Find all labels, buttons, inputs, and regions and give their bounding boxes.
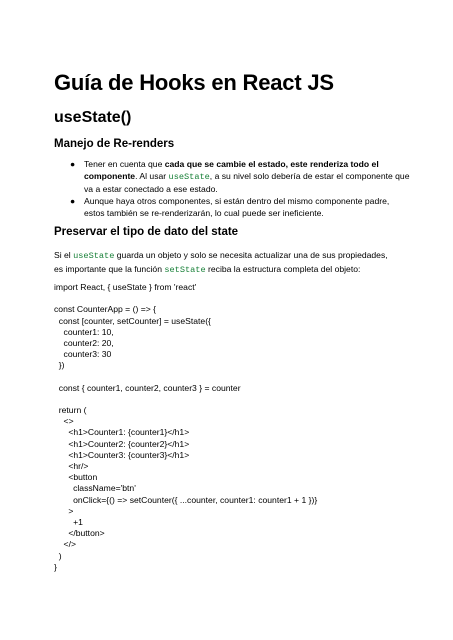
code-line [54,372,317,383]
code-line: <button [54,472,98,483]
list-item [70,158,410,195]
code-line: import React, { useState } from 'react' [54,282,197,292]
code-line: const [counter, setCounter] = useState({ [54,315,211,326]
code-line: const CounterApp = () => { [54,304,156,315]
document-title: Guía de Hooks en React JS [54,70,334,95]
code-line: counter3: 30 [54,349,112,360]
inline-code: useState [168,172,210,182]
code-line: <h1>Counter2: {counter2}</h1> [54,438,190,449]
paragraph-text: reciba la estructura completa del objeto: [205,264,361,274]
subsection-title-data-type: Preservar el tipo de dato del state [54,226,239,238]
code-line: </button> [54,528,105,539]
code-line: className='btn' [54,483,136,494]
code-line: ) [54,550,62,561]
list-item [70,195,410,219]
code-line: onClick={() => setCounter({ ...counter, counter1: counter1 + 1 })} [54,494,318,505]
code-line: counter2: 20, [54,337,114,348]
section-title: useState() [54,109,132,126]
bullet-bold-text: cada que se cambie el estado, este renderiza todo el componente [84,159,379,181]
code-line [54,293,317,304]
inline-code: useState [73,251,115,261]
code-line: <> [54,416,74,427]
code-line: <hr/> [54,461,89,471]
code-line: > [54,505,74,516]
bullet-text: Aunque haya otros componentes, si están dentro del mismo componente padre, estos también se re-renderizarán, lo cual puede ser ineficiente. [84,196,390,218]
bullet-text: . Al usar [135,171,169,181]
code-line: <h1>Counter3: {counter3}</h1> [54,449,190,460]
bullet-dot-icon: ● [70,196,76,206]
code-line: } [54,561,57,572]
paragraph [54,249,399,277]
code-line: return ( [54,405,87,416]
paragraph-text: Si el [54,250,74,260]
code-line [54,394,317,405]
bullet-list [70,158,410,219]
code-line: <h1>Counter1: {counter1}</h1> [54,427,190,438]
code-block [54,282,317,573]
code-line: const { counter1, counter2, counter3 } = counter [54,382,241,393]
inline-code: setState [164,265,206,275]
code-line: }) [54,360,65,371]
bullet-text: , a su nivel solo debería de estar el componente que va a estar conectado a ese estado. [84,171,410,194]
bullet-dot-icon: ● [70,159,76,169]
bullet-text: Tener en cuenta que [84,159,165,169]
subsection-title-rerenders: Manejo de Re-renders [54,138,175,150]
paragraph-text: guarda un objeto y solo se necesita actualizar una de sus propiedades, es importante que la función [54,250,388,274]
code-line: counter1: 10, [54,326,114,337]
code-line: </> [54,539,76,550]
code-line: +1 [54,516,83,527]
